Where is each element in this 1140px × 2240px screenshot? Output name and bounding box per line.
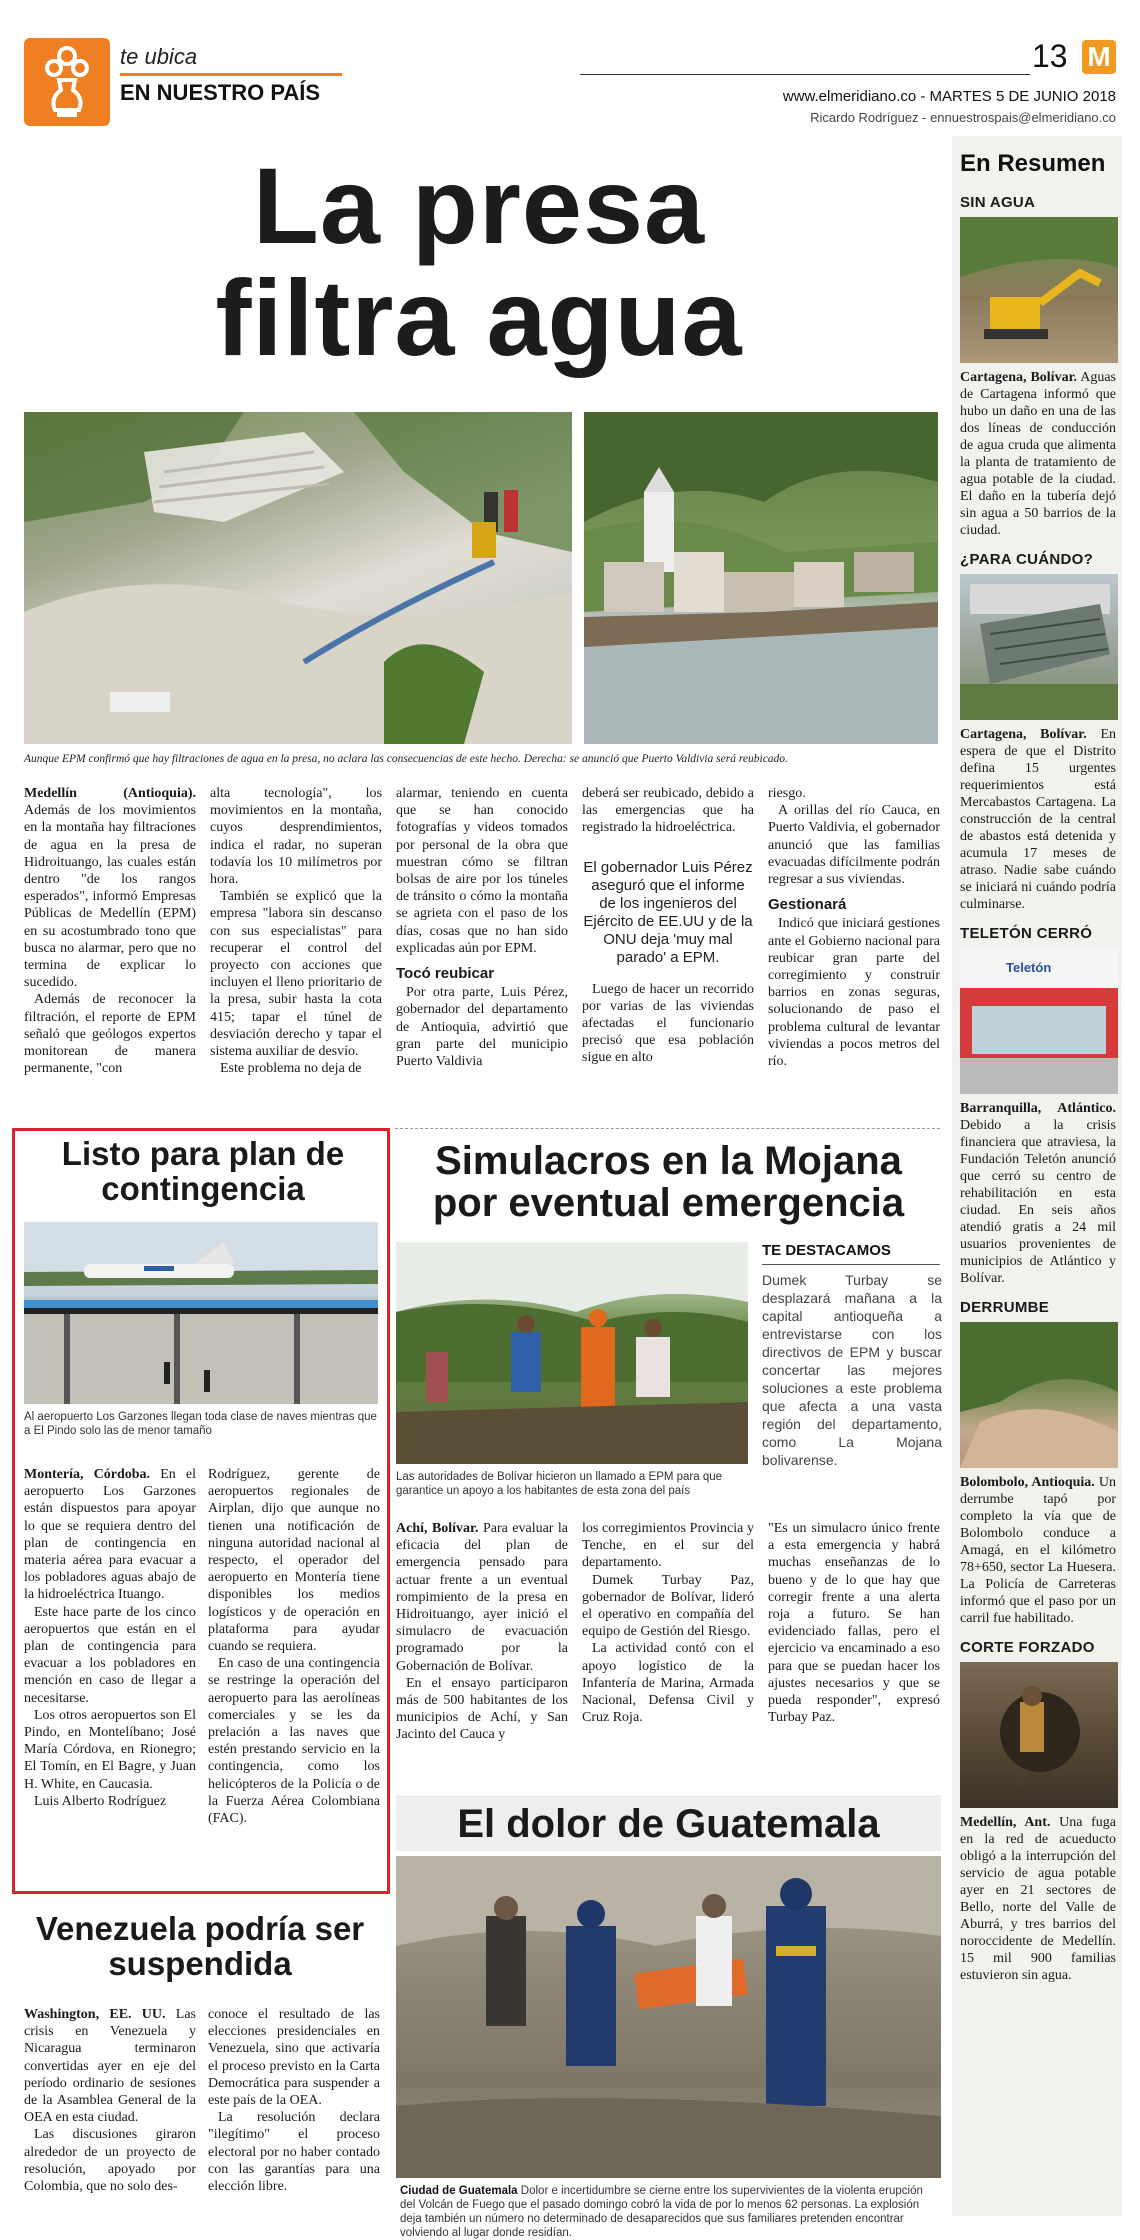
contingencia-col1-para4: Luis Alberto Rodríguez [34,1793,167,1809]
author-line: Ricardo Rodríguez - ennuestrospais@elmeridiano.co [810,110,1116,125]
construction-photo [960,574,1118,720]
mojana-col1-text: Para evaluar la eficacia del plan de emergencia pensado para actuar frente a un eventual rompimiento de la presa en Hidroituango, ayer inició el simulacro de evacuación programado por la Gobernación de Bolívar. [396,1521,569,1674]
teleton-sign: Teletón [1006,960,1052,975]
sidebar-item-text: Cartagena, Bolívar. En espera de que el Distrito defina 15 urgentes requerimientos está Mercabastos Cartagena. La construcción de la central de abastos está detenida y acumula 17 meses de atraso. Nadie sabe cuándo se iniciará ni cuándo podría culminarse. [960,727,1116,912]
mojana-lead: Achí, Bolívar. [396,1521,479,1536]
main-col-3 [396,785,568,1070]
venezuela-col-2 [208,2006,380,2195]
vase-icon [24,38,110,126]
main-col-1 [24,785,196,1077]
sidebar-list [960,194,1116,1984]
venezuela-col1-text: Las crisis en Venezuela y Nicaragua terminaron convertidas ayer en eje del período ordinario de sesiones de la Asamblea General de la OEA en esta ciudad. [24,2007,196,2126]
sidebar-item-head: DERRUMBE [960,1299,1050,1316]
main-photo-caption: Aunque EPM confirmó que hay filtraciones de agua en la presa, no aclara las consecuencias de este hecho. Derecha: se anunció que Puerto Valdivia será reubicado. [24,753,788,765]
main-col5-para2: A orillas del río Cauca, en Puerto Valdivia, el gobernador anunció que las familias evacuadas difícilmente podrán regresar a sus viviendas. [768,803,940,888]
venezuela-col-1 [24,2006,196,2195]
contingencia-col1-para2: Este hace parte de los cinco aeropuertos que están en el plan de contingencia para evacuar a los pobladores en mención en caso de llegar a necesitarse. [24,1604,196,1706]
main-col4-para1: deberá ser reubicado, debido a las emergencias que ha registrado la hidroeléctrica. [582,786,754,836]
venezuela-col2-para1: conoce el resultado de las elecciones presidenciales en Venezuela, sino que activaría el proceso previsto en la Carta Democrática para suspender a este país de la OEA. [208,2007,380,2109]
main-col4-para2: Luego de hacer un recorrido por varias de las viviendas afectadas el funcionario precisó que esa población sigue en alto [582,981,754,1066]
logo-m: M [1082,40,1116,74]
main-col-2 [210,785,382,1077]
sidebar-item-text: Cartagena, Bolívar. Aguas de Cartagena informó que hubo un daño en una de las dos líneas de conducción de agua cruda que alimenta la planta de tratamiento de agua potable de la ciudad. El daño en la tubería dejó sin agua a 50 barrios de la ciudad. [960,370,1116,538]
sidebar-item-head: TELETÓN CERRÓ [960,925,1093,942]
sidebar-item [960,1299,1116,1627]
section-top-label: te ubica [120,44,198,69]
mojana-photo [396,1242,748,1464]
mojana-col3-para1: "Es un simulacro único frente a esta emergencia y habrá muchas enseñanzas de lo bueno y de lo que hay que corregir frente a una alerta roja a futuro. Se han evidenciado fallas, pero el ejercicio va encaminado a eso para que se puedan hacer los ajustes necesarios y que se pueda responder", expresó Turbay Paz. [768,1521,940,1726]
contingencia-col-1 [24,1466,196,1810]
sidebar-item [960,925,1116,1287]
mojana-col-3 [768,1520,940,1726]
guatemala-caption [400,2184,940,2240]
main-col1-text: Además de los movimientos en la montaña hay filtraciones de agua en la presa de Hidroituango, las cuales están dentro "de los rangos esperados", informó Empresas Públicas de Medellín (EPM) en su acostumbrado tono que busca no alarmar, pero que no termina de explicar lo sucedido. [24,803,196,991]
section-rule [120,73,342,76]
main-col5-para1: riesgo. [768,786,806,801]
main-headline-line-2: filtra agua [215,257,743,378]
mojana-title-line-1: Simulacros en la Mojana [435,1139,902,1183]
main-col-5 [768,785,940,1070]
mojana-title-line-2: por eventual emergencia [432,1181,905,1225]
airport-photo [24,1222,378,1404]
dam-photo [24,412,572,744]
section-divider [395,1128,940,1129]
landslide-photo [960,1322,1118,1468]
site-date: www.elmeridiano.co - MARTES 5 DE JUNIO 2018 [782,88,1116,105]
main-subhead-gestionara: Gestionará [768,896,847,914]
page-number: 13 [1032,38,1068,74]
main-subhead-reubicar: Tocó reubicar [396,965,495,983]
guatemala-caption-lead: Ciudad de Guatemala [400,2185,518,2197]
main-col1-lead: Medellín (Antioquia). [24,786,196,801]
mojana-col-1 [396,1520,568,1744]
pipe-repair-photo [960,1662,1118,1808]
te-destacamos-label: TE DESTACAMOS [762,1242,891,1259]
contingencia-caption: Al aeropuerto Los Garzones llegan toda clase de naves mientras que a El Pindo solo las de menor tamaño [24,1411,377,1437]
header-rule [580,74,1030,75]
mojana-col-2 [582,1520,754,1726]
sidebar-item-head: ¿PARA CUÁNDO? [960,551,1094,568]
contingencia-title: Listo para plan de contingencia [61,1135,345,1207]
sidebar-item-head: SIN AGUA [960,194,1036,211]
town-photo [584,412,938,744]
contingencia-col1-para3: Los otros aeropuertos son El Pindo, en Montelíbano; José María Córdova, en Rionegro; El Tomín, en El Bagre, y Juan H. White, en Caucasia. [24,1707,196,1792]
sidebar-item [960,1639,1116,1984]
mojana-col2-para2: Dumek Turbay Paz, gobernador de Bolívar, lideró el operativo en compañía del equipo de Gestión del Riesgo. [582,1572,754,1640]
main-col-4 [582,785,754,1067]
sidebar-item-text: Bolombolo, Antioquia. Un derrumbe tapó por completo la vía que de Bolombolo conduce a Amagá, en el kilómetro 78+650, sector La Huesera. La Policía de Carreteras informó que el paso por un carril fue habilitado. [960,1475,1117,1626]
venezuela-lead: Washington, EE. UU. [24,2007,166,2022]
te-destacamos-text: Dumek Turbay se desplazará mañana a la capital antioqueña a entrevistarse con los directivos de EPM y buscar concertar las mejores soluciones a este problema que afecta a una vasta región del departamento, como La Mojana bolivarense. [762,1272,942,1468]
contingencia-col2-para1: Rodríguez, gerente de aeropuertos regionales de Airplan, dijo que aunque no tienen una notificación de ninguna autoridad nacional al respecto, el operador del aeropuerto en Montería tiene disponibles los medios logísticos y de operación en plataforma para ayudar cuando se requiera. [208,1467,380,1655]
te-destacamos-rule [762,1264,940,1265]
sidebar-item [960,194,1116,539]
venezuela-title: Venezuela podría ser suspendida [35,1910,365,1982]
main-col1-para2: Además de reconocer la filtración, el reporte de EPM señaló que geólogos expertos monitorean de manera permanente, "con [24,992,196,1077]
teleton-photo [960,948,1118,1094]
main-pull-quote: El gobernador Luis Pérez aseguró que el informe de los ingenieros del Ejército de EE.UU y de la ONU deja 'muy mal parado' a EPM. [583,858,753,966]
venezuela-col2-para2: La resolución declara "ilegítimo" el proceso electoral por no haber contado con las garantías para una elección libre. [208,2110,380,2195]
mojana-caption: Las autoridades de Bolívar hicieron un llamado a EPM para que garantice un apoyo a los habitantes de esta zona del país [396,1471,723,1497]
main-col5-para3: Indicó que iniciará gestiones ante el Gobierno nacional para reubicar gran parte del corregimiento y construir barrios en zonas seguras, solucionando de paso el problema cultural de levantar viviendas a pocos metros del río. [768,916,940,1070]
excavator-photo [960,217,1118,363]
mojana-col2-para1: los corregimientos Provincia y Tenche, en el sur del departamento. [582,1521,754,1571]
mojana-title [396,1140,941,1224]
section-bottom-label: EN NUESTRO PAÍS [120,80,321,105]
te-destacamos-box [762,1242,942,1469]
section-logo-box [24,38,110,126]
sidebar-item-head: CORTE FORZADO [960,1639,1095,1656]
guatemala-caption-text: Dolor e incertidumbre se cierne entre los supervivientes de la violenta erupción del Volcán de Fuego que el pasado domingo cobró la vida de por lo menos 62 personas. La explosión deja también un número no determinado de desaparecidos que sus familiares pretenden encontrar volviendo al lugar donde residían. [400,2185,923,2239]
mojana-col2-para3: La actividad contó con el apoyo logístico de la Infantería de Marina, Armada Nacional, Defensa Civil y Cruz Roja. [582,1641,754,1726]
sidebar-item [960,551,1116,913]
contingencia-lead: Montería, Córdoba. [24,1467,151,1482]
main-col3-para2: Por otra parte, Luis Pérez, gobernador del departamento de Antioquia, advirtió que gran parte del municipio Puerto Valdivia [396,985,568,1070]
guatemala-photo [396,1856,941,2178]
sidebar-item-text: Barranquilla, Atlántico. Debido a la crisis financiera que atraviesa, la Fundación Teletón anunció que cerró su centro de rehabilitación en esta ciudad. En seis años atendió gratis a 24 mil usuarios provenientes de municipios de Atlántico y Bolívar. [960,1101,1116,1286]
mojana-col1-para2: En el ensayo participaron más de 500 habitantes de los municipios de Achí, y San Jacinto del Cauca y [396,1675,568,1743]
main-headline [24,145,934,378]
main-col2-para2: También se explicó que la empresa "labora sin descanso con sus especialistas" para recuperar el control del proyecto con acciones que incluyen el lleno prioritario de la presa, subir hasta la cota 415; tapar el túnel de desviación derecho y tapar el sistema auxiliar de desvío. [210,889,382,1060]
sidebar-title: En Resumen [960,150,1106,177]
contingencia-col1-text: En el aeropuerto Los Garzones están dispuestos para apoyar lo que se requiera dentro del plan de contingencia en materia aérea para evacuar a los pobladores aguas abajo de la hidroeléctrica Ituango. [24,1467,196,1603]
contingencia-col-2 [208,1466,380,1827]
venezuela-col1-para2: Las discusiones giraron alrededor de un proyecto de resolución, apoyado por Colombia, que no solo des- [24,2127,196,2195]
main-col2-para1: alta tecnología", los movimientos en la montaña, cuyos desprendimientos, indica el radar, no superan todavía los 10 milímetros por hora. [210,786,382,888]
guatemala-title: El dolor de Guatemala [457,1802,880,1846]
main-col2-para3: Este problema no deja de [220,1061,362,1077]
contingencia-col2-para2: En caso de una contingencia se restringe la operación del aeropuerto para las aerolíneas comerciales y se les da prelación a las naves que estén prestando servicio en la contingencia, como los helicópteros de la Policía o de la Fuerza Aérea Colombiana (FAC). [208,1656,380,1827]
sidebar-item-text: Medellín, Ant. Una fuga en la red de acueducto obligó a la interrupción del servicio de agua potable ayer en 21 sectores de Bello, norte del Valle de Aburrá, y tres barrios del noroccidente de Medellín. 15 mil 900 familias estuvieron sin agua. [960,1815,1117,1983]
main-headline-line-1: La presa [252,145,706,266]
main-col3-para1: alarmar, teniendo en cuenta que se han conocido fotografías y videos tomados por personal de la obra que muestran cómo se filtran bolsas de aire por los túneles de tránsito o cómo la montaña se agrieta con el paso de los días, cosas que no han sido explicadas aún por EPM. [396,786,568,956]
